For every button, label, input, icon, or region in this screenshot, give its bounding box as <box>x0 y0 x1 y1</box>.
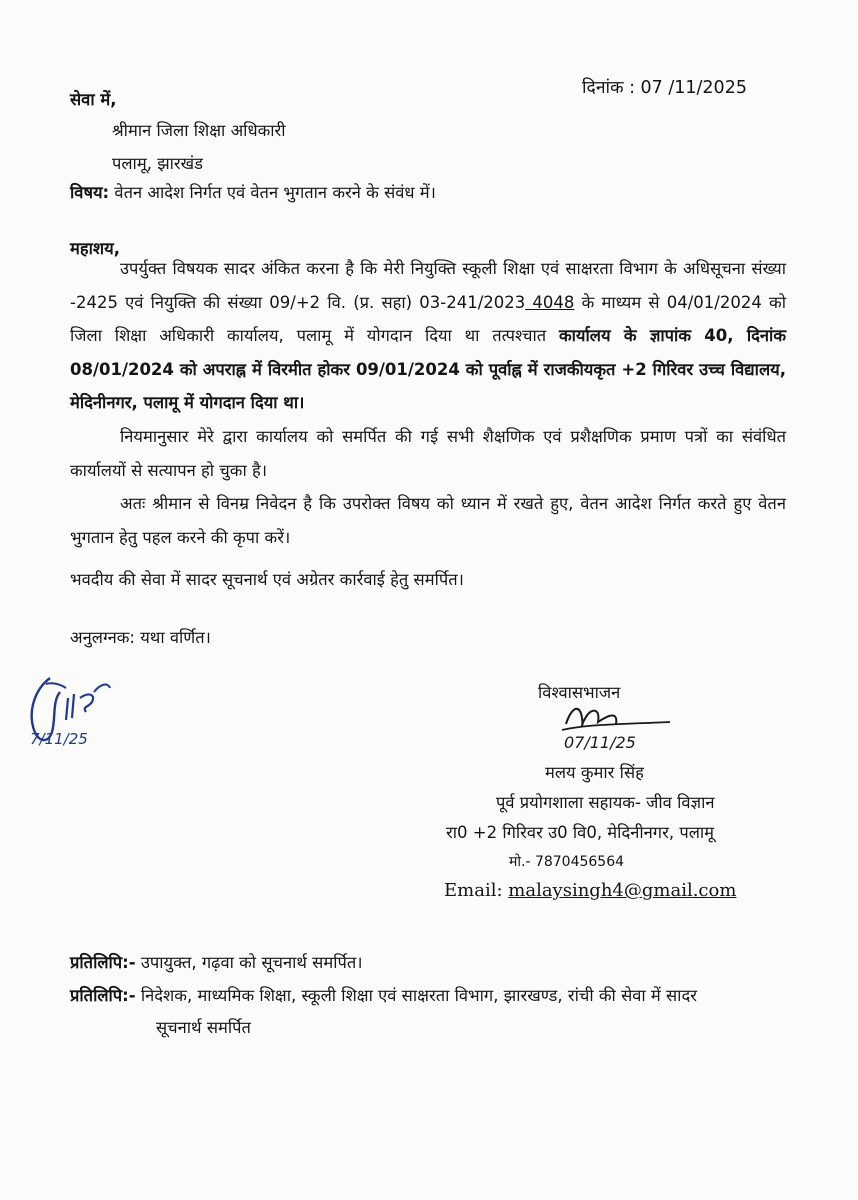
closing-word: विश्वासभाजन <box>538 683 621 702</box>
body-paragraph-1 <box>70 252 786 420</box>
enclosure-line: अनुलग्नक: यथा वर्णित। <box>70 628 211 647</box>
subject-text: वेतन आदेश निर्गत एवं वेतन भुगतान करने के संवंध में। <box>109 183 436 202</box>
email-link[interactable]: malaysingh4@gmail.com <box>508 880 737 901</box>
recipient-line-2: पलामू, झारखंड <box>112 154 204 173</box>
salutation-to: सेवा में, <box>70 90 117 109</box>
para1-part3: कार्यालय के ज्ञापांक 40, दिनांक 08/01/2024 को अपराह्न में विरमीत होकर 09/01/2024 को पूर्वाह्न में राजकीयकृत +2 गिरिवर उच्च विद्यालय, मेदिनीनगर, पलामू में योगदान दिया था। <box>70 326 786 412</box>
signature-date-text: 07/11/25 <box>564 733 636 752</box>
signer-email-line <box>444 880 736 901</box>
para1-part1: उपर्युक्त विषयक सादर अंकित करना है कि मेरी नियुक्ति स्कूली शिक्षा एवं साक्षरता विभाग के अधिसूचना संख्या -2425 एवं नियुक्ति की संख्या 09/+2 वि. (प्र. सहा) 03-241/2023 <box>70 259 786 312</box>
copy-text-2: निदेशक, माध्यमिक शिक्षा, स्कूली शिक्षा एवं साक्षरता विभाग, झारखण्ड, रांची की सेवा में सादर <box>135 986 697 1005</box>
copy-line-2 <box>70 983 697 1006</box>
signer-designation: पूर्व प्रयोगशाला सहायक- जीव विज्ञान <box>496 793 715 812</box>
recipient-line-1: श्रीमान जिला शिक्षा अधिकारी <box>112 121 286 140</box>
copy-text-1: उपायुक्त, गढ़वा को सूचनार्थ समर्पित। <box>135 953 363 972</box>
subject-line <box>70 180 436 203</box>
subject-label: विषय: <box>70 183 110 202</box>
copy-line-1 <box>70 950 363 973</box>
email-label: Email: <box>444 880 503 901</box>
handwritten-initial <box>22 672 114 748</box>
body-paragraph-3: अतः श्रीमान से विनम्र निवेदन है कि उपरोक्त विषय को ध्यान में रखते हुए, वेतन आदेश निर्गत करते हुए वेतन भुगतान हेतु पहल करने की कृपा करें। <box>70 494 786 547</box>
copy-label-1: प्रतिलिपि:- <box>70 953 136 972</box>
signer-mobile: मो.- 7870456564 <box>509 854 625 870</box>
reference-number: 4048 <box>525 292 575 312</box>
copy-label-2: प्रतिलिपि:- <box>70 986 136 1005</box>
body-paragraph-2: नियमानुसार मेरे द्वारा कार्यालय को समर्पित की गई सभी शैक्षणिक एवं प्रशैक्षणिक प्रमाण पत्रों का संवंधित कार्यालयों से सत्यापन हो चुका है। <box>70 427 786 480</box>
para1-part2: के माध्यम से 04/01/2024 को जिला शिक्षा अधिकारी कार्यालय, पलामू में योगदान दिया था तत्पश्चात <box>70 292 786 345</box>
signer-name: मलय कुमार सिंह <box>545 763 644 782</box>
initial-date-text: 7/11/25 <box>30 730 88 748</box>
letter-date: दिनांक : 07 /11/2025 <box>582 78 747 98</box>
closing-line: भवदीय की सेवा में सादर सूचनार्थ एवं अग्रेतर कार्रवाई हेतु समर्पित। <box>70 570 464 589</box>
handwritten-signature <box>558 700 678 752</box>
signer-school: रा0 +2 गिरिवर उ0 वि0, मेदिनीनगर, पलामू <box>446 823 715 842</box>
copy-line-2-continuation: सूचनार्थ समर्पित <box>156 1018 251 1037</box>
greeting: महाशय, <box>70 239 120 258</box>
